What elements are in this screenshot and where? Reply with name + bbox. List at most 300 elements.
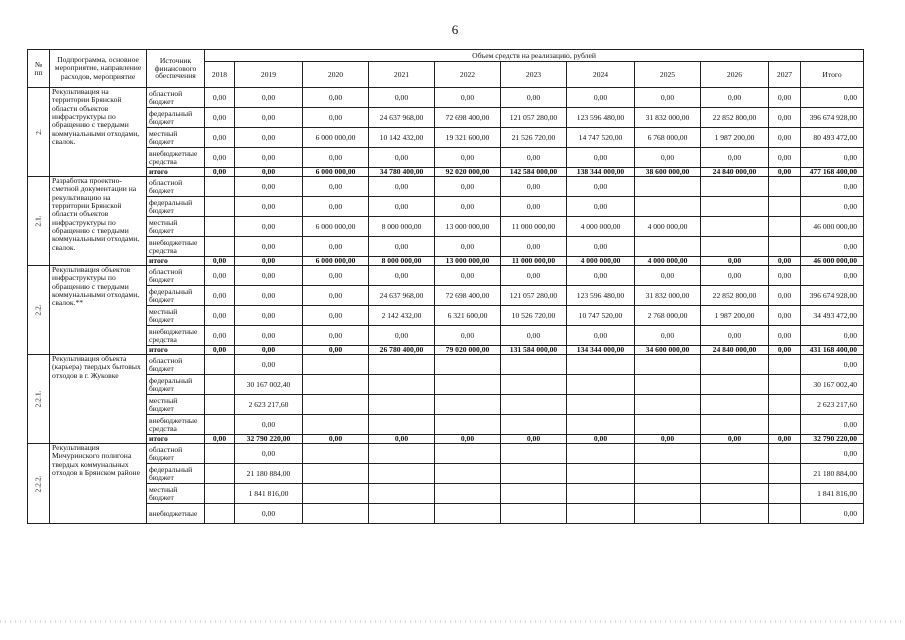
source-cell: итого xyxy=(147,346,205,355)
value-cell: 0,00 xyxy=(701,148,769,168)
value-cell: 0,00 xyxy=(369,237,435,257)
value-cell: 34 600 000,00 xyxy=(635,346,701,355)
total-row xyxy=(28,257,864,266)
value-cell xyxy=(205,395,235,415)
value-cell: 30 167 002,40 xyxy=(235,375,303,395)
value-cell xyxy=(501,375,567,395)
value-cell: 0,00 xyxy=(235,326,303,346)
value-cell: 1 987 200,00 xyxy=(701,306,769,326)
total-cell xyxy=(801,484,864,504)
financing-table xyxy=(27,49,864,524)
header-total: Итого xyxy=(801,62,864,88)
section-code-text: 2.1. xyxy=(33,215,43,227)
value-cell: 24 840 000,00 xyxy=(701,168,769,177)
value-cell: 1 841 816,00 xyxy=(235,484,303,504)
value-cell xyxy=(701,375,769,395)
value-cell xyxy=(635,444,701,464)
value-cell xyxy=(567,504,635,524)
value-cell: 4 000 000,00 xyxy=(567,217,635,237)
value-cell xyxy=(205,355,235,375)
value-cell: 0,00 xyxy=(205,128,235,148)
value-cell: 0,00 xyxy=(435,266,501,286)
value-cell: 2 768 000,00 xyxy=(635,306,701,326)
value-cell: 0,00 xyxy=(567,266,635,286)
total-cell-text: 0,00 xyxy=(843,152,858,162)
value-cell xyxy=(501,444,567,464)
table-row xyxy=(28,306,864,326)
header-source: Источник финансового обеспечения xyxy=(147,50,205,88)
value-cell xyxy=(501,504,567,524)
total-cell xyxy=(801,177,864,197)
value-cell: 0,00 xyxy=(769,108,801,128)
value-cell xyxy=(567,464,635,484)
value-cell: 0,00 xyxy=(235,355,303,375)
header-year-2027: 2027 xyxy=(769,62,801,88)
total-cell-text: 0,00 xyxy=(843,201,858,211)
source-cell: областной бюджет xyxy=(147,266,205,286)
value-cell xyxy=(769,415,801,435)
total-cell-text: 0,00 xyxy=(843,330,858,340)
table-row xyxy=(28,355,864,375)
value-cell xyxy=(303,415,369,435)
value-cell: 0,00 xyxy=(567,326,635,346)
value-cell xyxy=(369,444,435,464)
value-cell: 0,00 xyxy=(435,88,501,108)
value-cell: 121 057 280,00 xyxy=(501,108,567,128)
value-cell: 0,00 xyxy=(501,88,567,108)
value-cell: 0,00 xyxy=(501,148,567,168)
value-cell xyxy=(635,484,701,504)
value-cell: 11 000 000,00 xyxy=(501,257,567,266)
section-code-text: 2.2. xyxy=(33,304,43,316)
value-cell: 6 000 000,00 xyxy=(303,128,369,148)
source-cell: местный бюджет xyxy=(147,484,205,504)
section-name: Рекультивация на территории Брянской области объектов инфраструктуры по обращению с твердыми коммунальными отходами, свалок. xyxy=(50,88,147,177)
value-cell: 6 000 000,00 xyxy=(303,217,369,237)
total-cell xyxy=(801,128,864,148)
scan-artifact xyxy=(0,620,905,623)
table-row xyxy=(28,444,864,464)
total-cell xyxy=(801,306,864,326)
total-cell xyxy=(801,435,864,444)
total-cell-text: 0,00 xyxy=(843,419,858,429)
table-row xyxy=(28,108,864,128)
section-name: Рекультивация объектов инфраструктуры по обращению с твердыми коммунальными отходами, свалок.** xyxy=(50,266,147,355)
table-row xyxy=(28,266,864,286)
page-number: 6 xyxy=(451,22,459,37)
value-cell xyxy=(635,395,701,415)
value-cell xyxy=(769,444,801,464)
value-cell: 0,00 xyxy=(369,88,435,108)
value-cell xyxy=(303,484,369,504)
value-cell: 31 832 000,00 xyxy=(635,108,701,128)
header-year-2023: 2023 xyxy=(501,62,567,88)
value-cell: 0,00 xyxy=(635,266,701,286)
value-cell: 26 780 400,00 xyxy=(369,346,435,355)
value-cell: 0,00 xyxy=(501,237,567,257)
total-row xyxy=(28,435,864,444)
value-cell: 0,00 xyxy=(701,257,769,266)
value-cell: 0,00 xyxy=(303,237,369,257)
value-cell: 31 832 000,00 xyxy=(635,286,701,306)
value-cell: 0,00 xyxy=(701,326,769,346)
table-row xyxy=(28,484,864,504)
value-cell xyxy=(635,237,701,257)
total-cell-text: 21 180 884,00 xyxy=(813,468,858,478)
value-cell xyxy=(701,177,769,197)
value-cell: 0,00 xyxy=(235,444,303,464)
value-cell: 4 000 000,00 xyxy=(635,257,701,266)
value-cell xyxy=(205,444,235,464)
section-name: Рекультивация объекта (карьера) твердых бытовых отходов в г. Жуковке xyxy=(50,355,147,444)
value-cell: 0,00 xyxy=(701,266,769,286)
total-cell xyxy=(801,266,864,286)
value-cell xyxy=(769,484,801,504)
value-cell xyxy=(501,355,567,375)
header-year-2018: 2018 xyxy=(205,62,235,88)
value-cell: 0,00 xyxy=(769,148,801,168)
value-cell: 4 000 000,00 xyxy=(635,217,701,237)
total-cell xyxy=(801,88,864,108)
total-cell-text: 431 168 400,00 xyxy=(809,345,858,355)
value-cell xyxy=(701,504,769,524)
value-cell: 72 698 400,00 xyxy=(435,108,501,128)
table-row xyxy=(28,375,864,395)
value-cell: 92 020 000,00 xyxy=(435,168,501,177)
table-row xyxy=(28,504,864,524)
total-cell-text: 0,00 xyxy=(843,92,858,102)
source-cell: внебюджетные средства xyxy=(147,415,205,435)
value-cell xyxy=(635,464,701,484)
value-cell: 1 987 200,00 xyxy=(701,128,769,148)
total-cell xyxy=(801,444,864,464)
value-cell xyxy=(635,415,701,435)
source-cell: федеральный бюджет xyxy=(147,197,205,217)
total-row xyxy=(28,346,864,355)
value-cell: 22 852 800,00 xyxy=(701,108,769,128)
value-cell: 0,00 xyxy=(303,177,369,197)
value-cell: 0,00 xyxy=(303,266,369,286)
table-row xyxy=(28,237,864,257)
value-cell xyxy=(701,444,769,464)
value-cell xyxy=(435,355,501,375)
source-cell: итого xyxy=(147,257,205,266)
value-cell: 13 000 000,00 xyxy=(435,217,501,237)
value-cell xyxy=(369,355,435,375)
value-cell: 0,00 xyxy=(567,177,635,197)
value-cell: 0,00 xyxy=(501,266,567,286)
source-cell: федеральный бюджет xyxy=(147,286,205,306)
value-cell: 11 000 000,00 xyxy=(501,217,567,237)
value-cell: 6 000 000,00 xyxy=(303,257,369,266)
value-cell: 0,00 xyxy=(303,108,369,128)
value-cell xyxy=(501,395,567,415)
value-cell: 6 000 000,00 xyxy=(303,168,369,177)
header-year-2024: 2024 xyxy=(567,62,635,88)
value-cell xyxy=(567,415,635,435)
value-cell xyxy=(635,197,701,217)
header-year-2022: 2022 xyxy=(435,62,501,88)
table-row xyxy=(28,286,864,306)
value-cell: 123 596 480,00 xyxy=(567,286,635,306)
table-row xyxy=(28,415,864,435)
value-cell xyxy=(369,375,435,395)
value-cell: 0,00 xyxy=(769,168,801,177)
source-cell: местный бюджет xyxy=(147,128,205,148)
value-cell xyxy=(769,504,801,524)
value-cell: 4 000 000,00 xyxy=(567,257,635,266)
header-year-2021: 2021 xyxy=(369,62,435,88)
total-cell xyxy=(801,148,864,168)
value-cell xyxy=(303,395,369,415)
value-cell: 0,00 xyxy=(235,257,303,266)
value-cell: 142 584 000,00 xyxy=(501,168,567,177)
source-cell: областной бюджет xyxy=(147,355,205,375)
value-cell: 0,00 xyxy=(235,148,303,168)
value-cell xyxy=(501,464,567,484)
table-row xyxy=(28,326,864,346)
value-cell: 0,00 xyxy=(635,148,701,168)
value-cell: 0,00 xyxy=(205,266,235,286)
total-cell-text: 396 674 928,00 xyxy=(809,290,858,300)
value-cell xyxy=(205,177,235,197)
value-cell: 0,00 xyxy=(303,286,369,306)
value-cell xyxy=(701,197,769,217)
value-cell: 6 768 000,00 xyxy=(635,128,701,148)
value-cell xyxy=(303,504,369,524)
value-cell xyxy=(435,415,501,435)
value-cell xyxy=(635,177,701,197)
value-cell: 0,00 xyxy=(205,306,235,326)
value-cell: 21 180 884,00 xyxy=(235,464,303,484)
value-cell: 0,00 xyxy=(769,326,801,346)
total-cell-text: 1 841 816,00 xyxy=(817,488,858,498)
total-cell-text: 396 674 928,00 xyxy=(809,112,858,122)
total-cell-text: 34 493 472,00 xyxy=(813,310,858,320)
header-year-2026: 2026 xyxy=(701,62,769,88)
total-cell xyxy=(801,217,864,237)
value-cell: 0,00 xyxy=(303,306,369,326)
value-cell: 0,00 xyxy=(701,88,769,108)
value-cell xyxy=(303,355,369,375)
value-cell: 0,00 xyxy=(769,266,801,286)
value-cell: 138 344 000,00 xyxy=(567,168,635,177)
value-cell xyxy=(769,177,801,197)
value-cell: 0,00 xyxy=(205,346,235,355)
value-cell: 0,00 xyxy=(235,217,303,237)
value-cell: 0,00 xyxy=(369,177,435,197)
value-cell: 0,00 xyxy=(501,197,567,217)
source-cell: местный бюджет xyxy=(147,306,205,326)
total-cell xyxy=(801,395,864,415)
value-cell xyxy=(701,237,769,257)
value-cell: 0,00 xyxy=(369,197,435,217)
value-cell: 0,00 xyxy=(769,286,801,306)
value-cell: 2 142 432,00 xyxy=(369,306,435,326)
value-cell: 0,00 xyxy=(205,168,235,177)
value-cell: 0,00 xyxy=(205,88,235,108)
value-cell: 22 852 800,00 xyxy=(701,286,769,306)
value-cell xyxy=(701,464,769,484)
total-cell xyxy=(801,346,864,355)
value-cell: 19 321 600,00 xyxy=(435,128,501,148)
table-row xyxy=(28,177,864,197)
value-cell: 0,00 xyxy=(205,435,235,444)
value-cell xyxy=(205,197,235,217)
total-cell-text: 0,00 xyxy=(843,448,858,458)
value-cell: 2 623 217,60 xyxy=(235,395,303,415)
header-year-2025: 2025 xyxy=(635,62,701,88)
value-cell xyxy=(501,484,567,504)
value-cell xyxy=(769,395,801,415)
value-cell xyxy=(635,355,701,375)
total-cell xyxy=(801,326,864,346)
total-cell-text: 30 167 002,40 xyxy=(813,379,858,389)
section-code xyxy=(28,88,50,177)
source-cell: итого xyxy=(147,168,205,177)
value-cell: 0,00 xyxy=(501,177,567,197)
total-cell-text: 477 168 400,00 xyxy=(809,167,858,177)
value-cell: 0,00 xyxy=(235,266,303,286)
header-year-2019: 2019 xyxy=(235,62,303,88)
value-cell: 0,00 xyxy=(435,197,501,217)
value-cell: 0,00 xyxy=(205,108,235,128)
source-cell: внебюджетные средства xyxy=(147,326,205,346)
section-code-text: 2.2.2. xyxy=(33,474,43,493)
value-cell xyxy=(303,375,369,395)
value-cell: 24 637 968,00 xyxy=(369,286,435,306)
source-cell: итого xyxy=(147,435,205,444)
value-cell: 34 780 400,00 xyxy=(369,168,435,177)
value-cell xyxy=(205,237,235,257)
value-cell xyxy=(567,375,635,395)
value-cell: 0,00 xyxy=(501,435,567,444)
value-cell: 14 747 520,00 xyxy=(567,128,635,148)
value-cell: 0,00 xyxy=(769,306,801,326)
value-cell: 0,00 xyxy=(235,306,303,326)
section-name: Разработка проектно-сметной документации на рекультивацию на территории Брянской области объектов инфраструктуры по обращению с твердыми коммунальными отходами, свалок. xyxy=(50,177,147,266)
value-cell: 0,00 xyxy=(501,326,567,346)
value-cell: 21 526 720,00 xyxy=(501,128,567,148)
table-row xyxy=(28,128,864,148)
value-cell: 0,00 xyxy=(235,128,303,148)
total-cell xyxy=(801,464,864,484)
value-cell xyxy=(769,464,801,484)
value-cell: 0,00 xyxy=(205,148,235,168)
total-cell-text: 0,00 xyxy=(843,270,858,280)
value-cell: 0,00 xyxy=(205,257,235,266)
value-cell: 0,00 xyxy=(769,257,801,266)
value-cell: 0,00 xyxy=(635,88,701,108)
value-cell xyxy=(701,217,769,237)
total-cell-text: 2 623 217,60 xyxy=(817,399,858,409)
section-code xyxy=(28,177,50,266)
total-cell xyxy=(801,197,864,217)
total-cell xyxy=(801,355,864,375)
table-row xyxy=(28,148,864,168)
section-code-text: 2. xyxy=(33,129,43,135)
value-cell: 0,00 xyxy=(567,237,635,257)
value-cell: 13 000 000,00 xyxy=(435,257,501,266)
header-program: Подпрограмма, основное мероприятие, направление расходов, мероприятие xyxy=(50,50,147,88)
value-cell xyxy=(635,504,701,524)
table-row xyxy=(28,88,864,108)
value-cell: 38 600 000,00 xyxy=(635,168,701,177)
value-cell xyxy=(435,484,501,504)
value-cell: 0,00 xyxy=(235,286,303,306)
source-cell: федеральный бюджет xyxy=(147,108,205,128)
total-cell xyxy=(801,108,864,128)
header-volume: Объем средств на реализацию, рублей xyxy=(205,50,864,62)
table-row xyxy=(28,197,864,217)
source-cell: федеральный бюджет xyxy=(147,375,205,395)
value-cell: 72 698 400,00 xyxy=(435,286,501,306)
value-cell: 79 020 000,00 xyxy=(435,346,501,355)
value-cell xyxy=(435,375,501,395)
value-cell: 0,00 xyxy=(769,346,801,355)
value-cell xyxy=(369,415,435,435)
value-cell: 0,00 xyxy=(435,148,501,168)
value-cell xyxy=(567,484,635,504)
value-cell xyxy=(205,217,235,237)
total-cell-text: 32 790 220,00 xyxy=(813,434,858,444)
source-cell: местный бюджет xyxy=(147,395,205,415)
table-row xyxy=(28,217,864,237)
section-code xyxy=(28,266,50,355)
value-cell xyxy=(205,464,235,484)
table-row xyxy=(28,395,864,415)
value-cell: 123 596 480,00 xyxy=(567,108,635,128)
total-cell-text: 0,00 xyxy=(843,359,858,369)
value-cell: 0,00 xyxy=(435,177,501,197)
value-cell xyxy=(701,484,769,504)
value-cell xyxy=(567,444,635,464)
header-year-2020: 2020 xyxy=(303,62,369,88)
value-cell xyxy=(369,504,435,524)
total-row xyxy=(28,168,864,177)
value-cell: 0,00 xyxy=(303,326,369,346)
value-cell xyxy=(701,415,769,435)
value-cell: 0,00 xyxy=(235,197,303,217)
value-cell: 0,00 xyxy=(435,237,501,257)
value-cell xyxy=(435,444,501,464)
value-cell: 0,00 xyxy=(303,197,369,217)
section-code-text: 2.2.1. xyxy=(33,390,43,408)
value-cell: 0,00 xyxy=(303,148,369,168)
value-cell: 0,00 xyxy=(769,88,801,108)
value-cell: 24 637 968,00 xyxy=(369,108,435,128)
section-code xyxy=(28,444,50,524)
value-cell: 0,00 xyxy=(235,237,303,257)
value-cell: 24 840 000,00 xyxy=(701,346,769,355)
total-cell xyxy=(801,415,864,435)
value-cell: 10 747 520,00 xyxy=(567,306,635,326)
value-cell: 0,00 xyxy=(701,435,769,444)
total-cell-text: 46 000 000,00 xyxy=(813,221,858,231)
value-cell: 121 057 280,00 xyxy=(501,286,567,306)
value-cell: 0,00 xyxy=(567,435,635,444)
value-cell xyxy=(769,237,801,257)
total-cell-text: 0,00 xyxy=(843,508,858,518)
value-cell: 0,00 xyxy=(567,148,635,168)
value-cell: 0,00 xyxy=(235,504,303,524)
source-cell: областной бюджет xyxy=(147,88,205,108)
value-cell: 0,00 xyxy=(435,326,501,346)
value-cell: 0,00 xyxy=(369,148,435,168)
value-cell: 0,00 xyxy=(235,168,303,177)
value-cell xyxy=(205,504,235,524)
total-cell-text: 0,00 xyxy=(843,241,858,251)
